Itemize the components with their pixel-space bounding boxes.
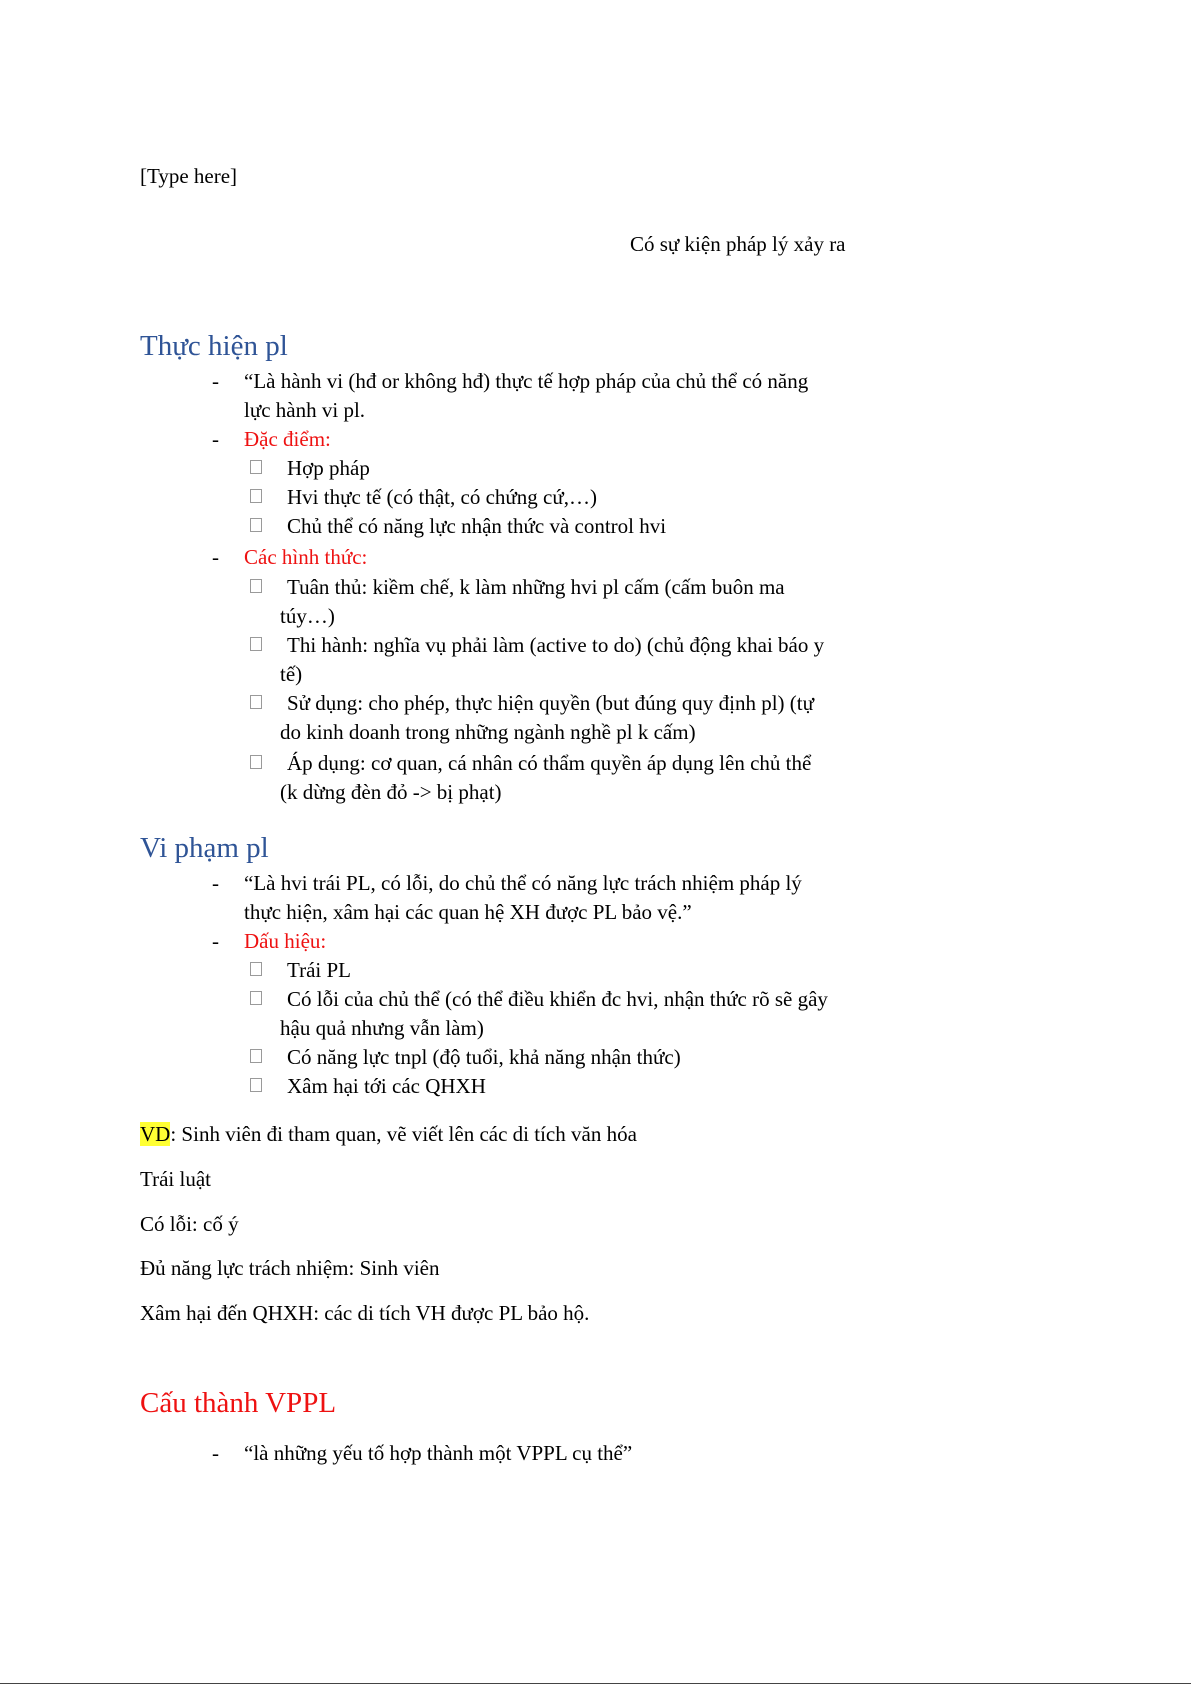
signs-label: Dấu hiệu: [244,929,327,953]
cau-thanh-definition: “là những yếu tố hợp thành một VPPL cụ thể” [244,1441,633,1465]
square-bullet-icon [250,637,262,651]
feature-item: Chủ thể có năng lực nhận thức và control hvi [287,514,667,538]
page-bottom-rule [0,1683,1191,1684]
feature-item: Hợp pháp [287,456,370,480]
sign-item-line2: hậu quả nhưng vẫn làm) [280,1016,484,1040]
square-bullet-icon [250,755,262,769]
square-bullet-icon [250,460,262,474]
thuc-hien-definition-line2: lực hành vi pl. [244,398,366,422]
example-label-highlight: VD [140,1122,171,1146]
forms-label: Các hình thức: [244,545,368,569]
dash-bullet: - [212,545,219,569]
square-bullet-icon [250,695,262,709]
section-title-thuc-hien: Thực hiện pl [140,330,288,362]
form-item-line2: túy…) [280,604,335,628]
features-label: Đặc điểm: [244,427,331,451]
sign-item-line1: Có năng lực tnpl (độ tuổi, khả năng nhận thức) [287,1045,681,1069]
sign-item-line1: Xâm hại tới các QHXH [287,1074,486,1098]
form-item-line1: Sử dụng: cho phép, thực hiện quyền (but đúng quy định pl) (tự [287,691,814,715]
dash-bullet: - [212,1441,219,1465]
example-point: Đủ năng lực trách nhiệm: Sinh viên [140,1256,440,1280]
section-title-cau-thanh: Cấu thành VPPL [140,1387,337,1419]
example-point: Trái luật [140,1167,211,1191]
example-line [140,1120,637,1149]
sign-item-line1: Có lỗi của chủ thể (có thể điều khiển đc hvi, nhận thức rõ sẽ gây [287,987,828,1011]
form-item-line2: do kinh doanh trong những ngành nghề pl k cấm) [280,720,696,744]
dash-bullet: - [212,369,219,393]
feature-item: Hvi thực tế (có thật, có chứng cứ,…) [287,485,597,509]
form-item-line2: tế) [280,662,303,686]
square-bullet-icon [250,991,262,1005]
form-item-line1: Áp dụng: cơ quan, cá nhân có thẩm quyền áp dụng lên chủ thể [287,751,812,775]
vi-pham-definition-line1: “Là hvi trái PL, có lỗi, do chủ thể có năng lực trách nhiệm pháp lý [244,871,802,895]
dash-bullet: - [212,427,219,451]
sign-item-line1: Trái PL [287,958,351,982]
example-text: : Sinh viên đi tham quan, vẽ viết lên các di tích văn hóa [170,1122,637,1146]
example-point: Có lỗi: cố ý [140,1212,239,1236]
dash-bullet: - [212,929,219,953]
form-item-line1: Thi hành: nghĩa vụ phải làm (active to do) (chủ động khai báo y [287,633,825,657]
form-item-line1: Tuân thủ: kiềm chế, k làm những hvi pl cấm (cấm buôn ma [287,575,785,599]
dash-bullet: - [212,871,219,895]
square-bullet-icon [250,1049,262,1063]
floating-note: Có sự kiện pháp lý xảy ra [630,232,846,256]
square-bullet-icon [250,962,262,976]
section-title-vi-pham: Vi phạm pl [140,832,269,864]
vi-pham-definition-line2: thực hiện, xâm hại các quan hệ XH được PL bảo vệ.” [244,900,692,924]
thuc-hien-definition-line1: “Là hành vi (hđ or không hđ) thực tế hợp pháp của chủ thể có năng [244,369,809,393]
header-placeholder[interactable]: [Type here] [140,164,238,188]
square-bullet-icon [250,489,262,503]
square-bullet-icon [250,518,262,532]
square-bullet-icon [250,579,262,593]
form-item-line2: (k dừng đèn đỏ -> bị phạt) [280,780,502,804]
square-bullet-icon [250,1078,262,1092]
example-point: Xâm hại đến QHXH: các di tích VH được PL bảo hộ. [140,1301,590,1325]
